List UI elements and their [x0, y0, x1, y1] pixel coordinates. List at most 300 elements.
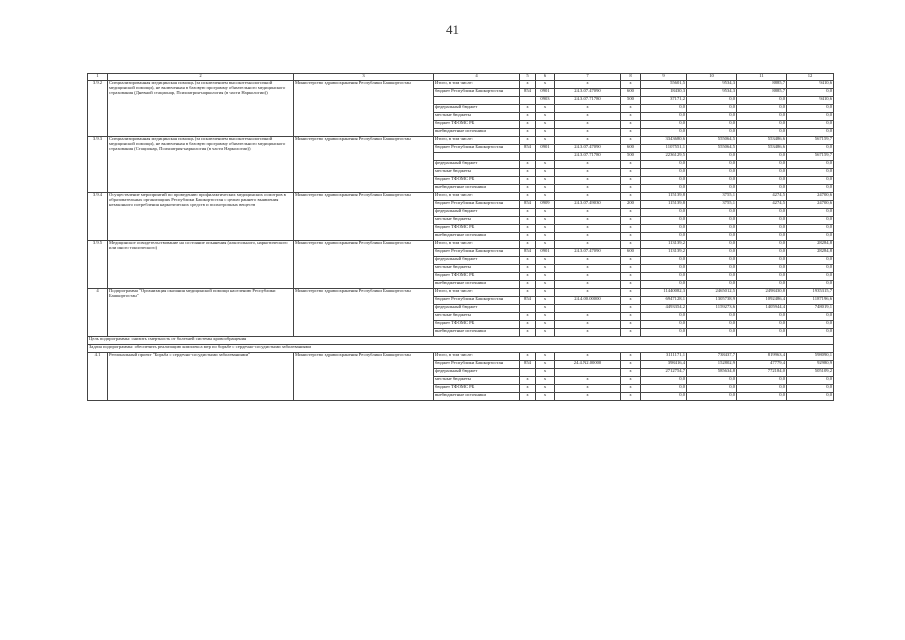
item-number: 4 [88, 289, 108, 337]
value-cell-c7: 24.3.07.47090 [555, 145, 621, 153]
value-cell-c12: 28284,8 [787, 241, 834, 249]
value-cell-c8: х [621, 265, 641, 273]
value-cell-c5: х [520, 329, 536, 337]
funding-source: Итого, в том числе: [434, 353, 520, 361]
value-cell-c8: х [621, 377, 641, 385]
value-cell-c6: х [536, 185, 555, 193]
value-cell-c5: х [520, 209, 536, 217]
value-cell-c8: х [621, 289, 641, 297]
funding-source: местные бюджеты [434, 265, 520, 273]
value-cell-c8: х [621, 321, 641, 329]
budget-table [87, 73, 834, 401]
value-cell-c11: 0,0 [737, 241, 787, 249]
value-cell-c11: 8885,7 [737, 81, 787, 89]
value-cell-c11: 819963,4 [737, 353, 787, 361]
value-cell-c5: х [520, 393, 536, 401]
value-cell-c5 [520, 369, 536, 377]
value-cell-c10: 0,0 [687, 153, 737, 161]
value-cell-c7: 24.4.N2.00000 [555, 361, 621, 369]
value-cell-c12: 28284,8 [787, 249, 834, 257]
value-cell-c10: 0,0 [687, 241, 737, 249]
value-cell-c10: 0,0 [687, 249, 737, 257]
header-cell: 11 [737, 74, 787, 81]
value-cell-c11: 2498430,8 [737, 289, 787, 297]
value-cell-c9: 0,0 [641, 265, 687, 273]
value-cell-c8: 500 [621, 97, 641, 105]
value-cell-c12: 0,0 [787, 281, 834, 289]
item-name: Специализированная медицинская помощь (за исключением высокотехнологичной медицинской помощи), не включенная в базовую программу обязательного медицинского страхования (Дневной стационар, Психиатрия-наркология (в части Наркологии)) [108, 81, 294, 137]
value-cell-c9: 0,0 [641, 313, 687, 321]
value-cell-c10: 0,0 [687, 385, 737, 393]
value-cell-c7: х [555, 233, 621, 241]
value-cell-c10: 0,0 [687, 105, 737, 113]
value-cell-c12: 0,0 [787, 209, 834, 217]
value-cell-c9: 0,0 [641, 161, 687, 169]
value-cell-c5: 854 [520, 201, 536, 209]
value-cell-c8: х [621, 193, 641, 201]
funding-source: внебюджетные источники [434, 233, 520, 241]
value-cell-c11: 0,0 [737, 257, 787, 265]
value-cell-c12: 0,0 [787, 129, 834, 137]
header-cell: 3 [294, 74, 434, 81]
value-cell-c6: х [536, 233, 555, 241]
value-cell-c6: х [536, 273, 555, 281]
value-cell-c11: 0,0 [737, 377, 787, 385]
value-cell-c9: 2712754,7 [641, 369, 687, 377]
value-cell-c10: 9534,3 [687, 81, 737, 89]
value-cell-c11: 1092486,4 [737, 297, 787, 305]
value-cell-c12: 0,0 [787, 257, 834, 265]
value-cell-c5: х [520, 353, 536, 361]
table-row [88, 137, 834, 145]
value-cell-c12: 0,0 [787, 377, 834, 385]
value-cell-c10: 1159273,6 [687, 305, 737, 313]
value-cell-c7: 24.3.07.47090 [555, 89, 621, 97]
value-cell-c9: 0,0 [641, 105, 687, 113]
value-cell-c7: 24.3.07.71780 [555, 153, 621, 161]
value-cell-c8: 600 [621, 89, 641, 97]
value-cell-c5: х [520, 177, 536, 185]
funding-source: внебюджетные источники [434, 329, 520, 337]
value-cell-c7 [555, 369, 621, 377]
value-cell-c12: 1187196,6 [787, 297, 834, 305]
funding-source: местные бюджеты [434, 113, 520, 121]
value-cell-c6: х [536, 369, 555, 377]
value-cell-c12: 567159,7 [787, 153, 834, 161]
value-cell-c11: 0,0 [737, 393, 787, 401]
value-cell-c7: х [555, 209, 621, 217]
header-cell: 1 [88, 74, 108, 81]
item-number: 3.9.3 [88, 137, 108, 193]
funding-source: бюджет Республики Башкортостан [434, 361, 520, 369]
value-cell-c7: х [555, 265, 621, 273]
value-cell-c9: 0,0 [641, 209, 687, 217]
value-cell-c10: 0,0 [687, 273, 737, 281]
funding-source: местные бюджеты [434, 313, 520, 321]
item-number: 3.9.2 [88, 81, 108, 137]
value-cell-c10: 0,0 [687, 177, 737, 185]
value-cell-c7: х [555, 257, 621, 265]
value-cell-c10: 0,0 [687, 161, 737, 169]
value-cell-c5: х [520, 169, 536, 177]
funding-source: Итого, в том числе: [434, 137, 520, 145]
item-name: Медицинское освидетельствование на состояние опьянения (алкогольного, наркотического или иного токсического) [108, 241, 294, 289]
value-cell-c6: х [536, 385, 555, 393]
value-cell-c9: 0,0 [641, 233, 687, 241]
value-cell-c10: 152802,9 [687, 361, 737, 369]
value-cell-c9: 0,0 [641, 257, 687, 265]
value-cell-c5: х [520, 241, 536, 249]
value-cell-c8: х [621, 177, 641, 185]
value-cell-c12: 0,0 [787, 161, 834, 169]
value-cell-c9: 0,0 [641, 169, 687, 177]
funding-source: бюджет Республики Башкортостан [434, 249, 520, 257]
value-cell-c12: 0,0 [787, 177, 834, 185]
value-cell-c10: 0,0 [687, 257, 737, 265]
value-cell-c12: 0,0 [787, 393, 834, 401]
value-cell-c7: х [555, 113, 621, 121]
table-row [88, 193, 834, 201]
value-cell-c11: 47779,4 [737, 361, 787, 369]
page-number: 41 [446, 22, 459, 37]
value-cell-c9: 1107551,1 [641, 145, 687, 153]
value-cell-c8: х [621, 105, 641, 113]
value-cell-c11: 4274,5 [737, 201, 787, 209]
value-cell-c6: х [536, 193, 555, 201]
value-cell-c6: х [536, 113, 555, 121]
value-cell-c11: 0,0 [737, 161, 787, 169]
value-cell-c11: 0,0 [737, 249, 787, 257]
value-cell-c11: 553486,6 [737, 137, 787, 145]
value-cell-c10: 0,0 [687, 217, 737, 225]
table-row [88, 353, 834, 361]
value-cell-c5: х [520, 217, 536, 225]
value-cell-c9: 3111171,1 [641, 353, 687, 361]
value-cell-c12: 505109,2 [787, 369, 834, 377]
value-cell-c6: х [536, 137, 555, 145]
value-cell-c8: х [621, 121, 641, 129]
value-cell-c6: х [536, 209, 555, 217]
funding-source: бюджет Республики Башкортостан [434, 145, 520, 153]
value-cell-c11: 0,0 [737, 385, 787, 393]
value-cell-c6: х [536, 121, 555, 129]
value-cell-c12: 748019,1 [787, 305, 834, 313]
table-row [88, 241, 834, 249]
value-cell-c11: 0,0 [737, 185, 787, 193]
funding-source: федеральный бюджет [434, 161, 520, 169]
value-cell-c7: х [555, 225, 621, 233]
value-cell-c9: 18430,3 [641, 89, 687, 97]
value-cell-c10: 555064,5 [687, 145, 737, 153]
value-cell-c7: х [555, 377, 621, 385]
note-text: Задача подпрограммы: обеспечить реализацию комплекса мер по борьбе с сердечно-сосудистыми заболеваниями [88, 345, 834, 353]
value-cell-c8: х [621, 305, 641, 313]
value-cell-c8: х [621, 233, 641, 241]
value-cell-c7: х [555, 185, 621, 193]
value-cell-c9: 0,0 [641, 377, 687, 385]
value-cell-c8: х [621, 169, 641, 177]
header-cell: 2 [108, 74, 294, 81]
value-cell-c6: х [536, 393, 555, 401]
item-name: Специализированная медицинская помощь (за исключением высокотехнологичной медицинской помощи), не включенная в базовую программу обязательного медицинского страхования (Стационар, Психиатрия-наркология (в части Наркологии)) [108, 137, 294, 193]
value-cell-c12: 0,0 [787, 121, 834, 129]
value-cell-c9: 4493354,2 [641, 305, 687, 313]
table-row [88, 289, 834, 297]
value-cell-c11: 0,0 [737, 177, 787, 185]
header-cell: 9 [641, 74, 687, 81]
value-cell-c11: 772184,0 [737, 369, 787, 377]
value-cell-c6: х [536, 257, 555, 265]
item-name: Региональный проект "Борьба с сердечно-сосудистыми заболеваниями" [108, 353, 294, 401]
value-cell-c5: х [520, 289, 536, 297]
value-cell-c8: х [621, 113, 641, 121]
value-cell-c8: 600 [621, 145, 641, 153]
funding-source: бюджет ТФОМС РБ [434, 121, 520, 129]
value-cell-c10: 0,0 [687, 313, 737, 321]
value-cell-c12: 0,0 [787, 113, 834, 121]
funding-source: бюджет Республики Башкортостан [434, 297, 520, 305]
value-cell-c8: х [621, 393, 641, 401]
value-cell-c12: 24700,6 [787, 193, 834, 201]
funding-source: бюджет Республики Башкортостан [434, 89, 520, 97]
funding-source: местные бюджеты [434, 169, 520, 177]
value-cell-c12: 567159,7 [787, 137, 834, 145]
value-cell-c10: 1305738,9 [687, 297, 737, 305]
value-cell-c8: х [621, 353, 641, 361]
value-cell-c5: х [520, 185, 536, 193]
value-cell-c12: 0,0 [787, 321, 834, 329]
value-cell-c11: 0,0 [737, 105, 787, 113]
value-cell-c7: х [555, 241, 621, 249]
value-cell-c9: 0,0 [641, 385, 687, 393]
item-executor: Министерство здравоохранения Республики Башкортостан [294, 289, 434, 337]
value-cell-c8: х [621, 273, 641, 281]
funding-source: бюджет Республики Башкортостан [434, 201, 520, 209]
value-cell-c10: 0,0 [687, 97, 737, 105]
value-cell-c5: 854 [520, 145, 536, 153]
value-cell-c6: 0901 [536, 249, 555, 257]
value-cell-c6: х [536, 225, 555, 233]
value-cell-c9: 0,0 [641, 321, 687, 329]
value-cell-c8: х [621, 81, 641, 89]
value-cell-c12: 0,0 [787, 313, 834, 321]
value-cell-c10: 3755,1 [687, 193, 737, 201]
value-cell-c5: х [520, 281, 536, 289]
value-cell-c11: 0,0 [737, 129, 787, 137]
value-cell-c8: х [621, 313, 641, 321]
value-cell-c6: 0903 [536, 97, 555, 105]
value-cell-c5 [520, 97, 536, 105]
funding-source: бюджет ТФОМС РБ [434, 385, 520, 393]
value-cell-c8: х [621, 137, 641, 145]
value-cell-c9: 55601,5 [641, 81, 687, 89]
value-cell-c7: х [555, 169, 621, 177]
value-cell-c7: х [555, 81, 621, 89]
value-cell-c11: 8885,7 [737, 89, 787, 97]
funding-source: бюджет ТФОМС РБ [434, 177, 520, 185]
header-cell: 4 [434, 74, 520, 81]
note-text: Цель подпрограммы: снизить смертность от болезней системы кровообращения [88, 337, 834, 345]
value-cell-c9: 0,0 [641, 129, 687, 137]
value-cell-c8: 200 [621, 201, 641, 209]
value-cell-c12: 92980,9 [787, 361, 834, 369]
value-cell-c5: х [520, 273, 536, 281]
value-cell-c9: 0,0 [641, 217, 687, 225]
value-cell-c12: 9410,6 [787, 81, 834, 89]
value-cell-c5: х [520, 161, 536, 169]
value-cell-c5: 854 [520, 249, 536, 257]
funding-source: внебюджетные источники [434, 129, 520, 137]
value-cell-c7: х [555, 393, 621, 401]
value-cell-c10: 555064,5 [687, 137, 737, 145]
value-cell-c5: х [520, 193, 536, 201]
value-cell-c8: х [621, 209, 641, 217]
value-cell-c10: 0,0 [687, 121, 737, 129]
funding-source: бюджет ТФОМС РБ [434, 321, 520, 329]
value-cell-c7: 24.3.07.71780 [555, 97, 621, 105]
value-cell-c11: 0,0 [737, 113, 787, 121]
value-cell-c5: х [520, 385, 536, 393]
value-cell-c10: 585634,8 [687, 369, 737, 377]
funding-source: внебюджетные источники [434, 185, 520, 193]
value-cell-c5 [520, 153, 536, 161]
value-cell-c7 [555, 305, 621, 313]
value-cell-c10: 0,0 [687, 329, 737, 337]
funding-source [434, 97, 520, 105]
value-cell-c8: х [621, 161, 641, 169]
value-cell-c8: х [621, 369, 641, 377]
value-cell-c10: 0,0 [687, 129, 737, 137]
value-cell-c7: х [555, 193, 621, 201]
value-cell-c12: 0,0 [787, 145, 834, 153]
value-cell-c8: х [621, 257, 641, 265]
value-cell-c5: х [520, 257, 536, 265]
value-cell-c6: х [536, 81, 555, 89]
value-cell-c6: х [536, 313, 555, 321]
value-cell-c9: 113139,2 [641, 249, 687, 257]
funding-source: Итого, в том числе: [434, 241, 520, 249]
value-cell-c8: х [621, 225, 641, 233]
value-cell-c10: 0,0 [687, 185, 737, 193]
value-cell-c6: х [536, 353, 555, 361]
value-cell-c7: х [555, 177, 621, 185]
value-cell-c7: х [555, 321, 621, 329]
value-cell-c12: 1935315,7 [787, 289, 834, 297]
value-cell-c8: х [621, 329, 641, 337]
value-cell-c11: 0,0 [737, 233, 787, 241]
value-cell-c7: х [555, 273, 621, 281]
value-cell-c7: 24.3.07.47090 [555, 249, 621, 257]
header-cell: 10 [687, 74, 737, 81]
value-cell-c6: х [536, 129, 555, 137]
value-cell-c5: 854 [520, 361, 536, 369]
value-cell-c7: х [555, 289, 621, 297]
value-cell-c9: 11440082,3 [641, 289, 687, 297]
value-cell-c10: 0,0 [687, 321, 737, 329]
value-cell-c6: х [536, 377, 555, 385]
value-cell-c12: 0,0 [787, 217, 834, 225]
value-cell-c9: 0,0 [641, 281, 687, 289]
value-cell-c5: х [520, 129, 536, 137]
funding-source: Итого, в том числе: [434, 289, 520, 297]
item-name: Подпрограмма "Организация оказания медицинской помощи населению Республики Башкортостан" [108, 289, 294, 337]
value-cell-c9: 0,0 [641, 185, 687, 193]
header-cell: 8 [621, 74, 641, 81]
value-cell-c11: 0,0 [737, 273, 787, 281]
value-cell-c12: 0,0 [787, 169, 834, 177]
header-cell: 6 [536, 74, 555, 81]
note-row [88, 345, 834, 353]
value-cell-c5: х [520, 377, 536, 385]
value-cell-c11: 1405944,4 [737, 305, 787, 313]
funding-source: местные бюджеты [434, 377, 520, 385]
value-cell-c8: х [621, 241, 641, 249]
header-cell: 7 [555, 74, 621, 81]
value-cell-c7: х [555, 137, 621, 145]
value-cell-c6: х [536, 297, 555, 305]
funding-source: федеральный бюджет [434, 105, 520, 113]
value-cell-c5: х [520, 105, 536, 113]
value-cell-c6: х [536, 361, 555, 369]
value-cell-c12: 598090,1 [787, 353, 834, 361]
value-cell-c10: 2465012,5 [687, 289, 737, 297]
value-cell-c11: 0,0 [737, 97, 787, 105]
value-cell-c9: 0,0 [641, 393, 687, 401]
value-cell-c7: х [555, 385, 621, 393]
value-cell-c10: 3755,1 [687, 201, 737, 209]
value-cell-c11: 0,0 [737, 121, 787, 129]
item-number: 3.9.4 [88, 193, 108, 241]
value-cell-c6: х [536, 321, 555, 329]
value-cell-c12: 0,0 [787, 385, 834, 393]
item-executor: Министерство здравоохранения Республики Башкортостан [294, 81, 434, 137]
funding-source: Итого, в том числе: [434, 81, 520, 89]
value-cell-c7: х [555, 329, 621, 337]
funding-source: местные бюджеты [434, 217, 520, 225]
funding-source: федеральный бюджет [434, 369, 520, 377]
item-name: Осуществление мероприятий по проведению профилактических медицинских осмотров в образовательных организациях Республики Башкортостан с целью раннего выявления незаконного потребления наркотических средств и психотропных веществ [108, 193, 294, 241]
value-cell-c6: х [536, 161, 555, 169]
funding-source: федеральный бюджет [434, 257, 520, 265]
value-cell-c6: х [536, 169, 555, 177]
value-cell-c11: 553486,6 [737, 145, 787, 153]
value-cell-c5: х [520, 81, 536, 89]
value-cell-c9: 398416,4 [641, 361, 687, 369]
value-cell-c6: 0901 [536, 89, 555, 97]
value-cell-c6: х [536, 329, 555, 337]
value-cell-c8: х [621, 385, 641, 393]
value-cell-c7: х [555, 313, 621, 321]
value-cell-c11: 0,0 [737, 217, 787, 225]
value-cell-c10: 0,0 [687, 209, 737, 217]
value-cell-c7: 24.4.00.00000 [555, 297, 621, 305]
value-cell-c12: 9410,6 [787, 97, 834, 105]
value-cell-c6: х [536, 289, 555, 297]
value-cell-c8: 500 [621, 153, 641, 161]
value-cell-c6: х [536, 281, 555, 289]
value-cell-c6: х [536, 241, 555, 249]
value-cell-c9: 0,0 [641, 273, 687, 281]
value-cell-c7: х [555, 353, 621, 361]
funding-source: внебюджетные источники [434, 281, 520, 289]
header-cell: 5 [520, 74, 536, 81]
value-cell-c11: 4274,5 [737, 193, 787, 201]
value-cell-c8: х [621, 217, 641, 225]
header-row [88, 74, 834, 81]
value-cell-c6: 0901 [536, 145, 555, 153]
funding-source: федеральный бюджет [434, 305, 520, 313]
item-executor: Министерство здравоохранения Республики Башкортостан [294, 137, 434, 193]
